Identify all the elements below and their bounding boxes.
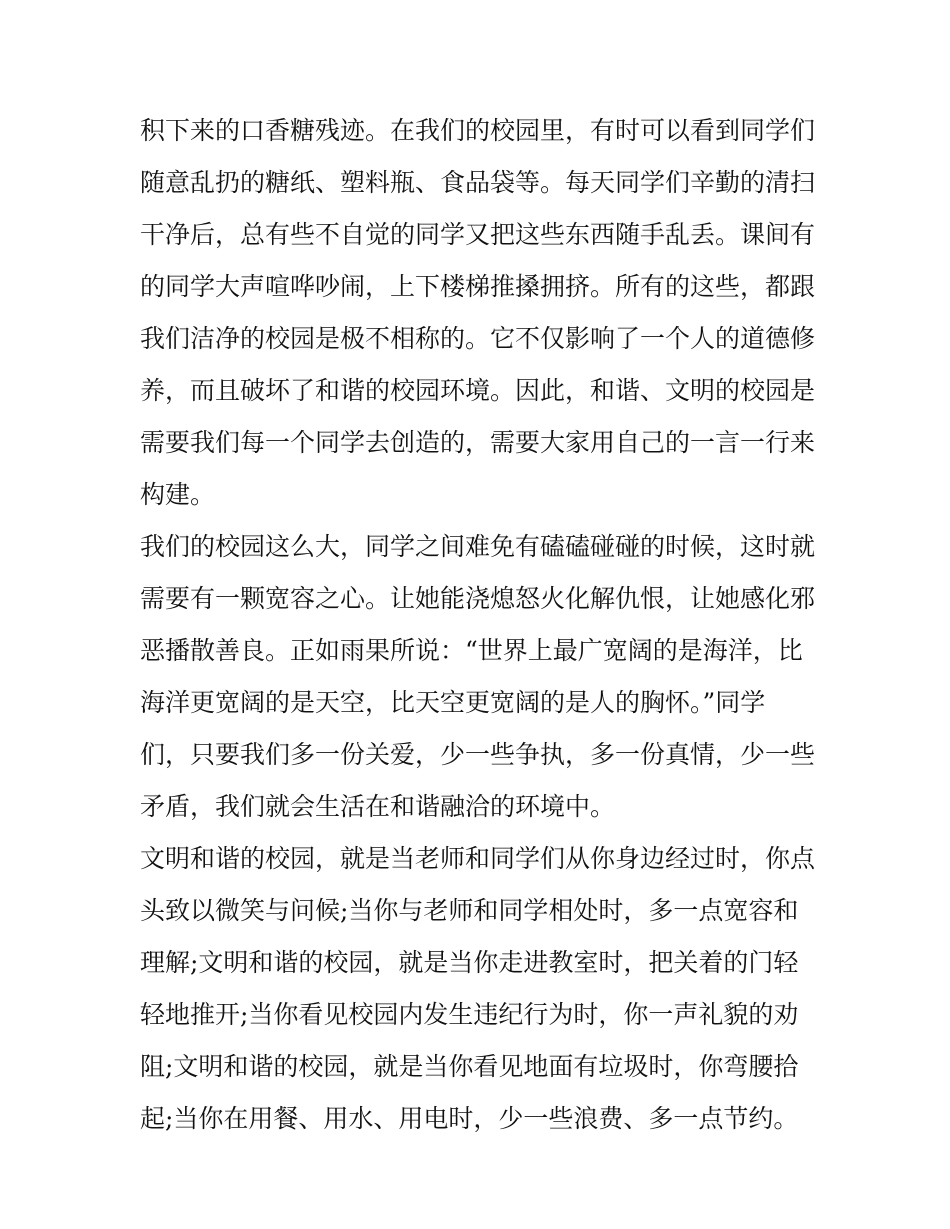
- text-line-9: 我们的校园这么大，同学之间难免有磕磕碰碰的时候，这时就: [140, 532, 816, 561]
- text-line-5: 我们洁净的校园是极不相称的。它不仅影响了一个人的道德修: [140, 324, 816, 353]
- text-line-13: 们，只要我们多一份关爱，少一些争执，多一份真情，少一些: [140, 740, 816, 769]
- text-line-19: 阻;文明和谐的校园，就是当你看见地面有垃圾时，你弯腰拾: [140, 1052, 799, 1081]
- text-line-20: 起;当你在用餐、用水、用电时，少一些浪费、多一点节约。: [140, 1104, 799, 1133]
- text-line-15: 文明和谐的校园，就是当老师和同学们从你身边经过时，你点: [140, 844, 816, 873]
- text-line-1: 积下来的口香糖残迹。在我们的校园里，有时可以看到同学们: [140, 116, 816, 145]
- text-line-14: 矛盾，我们就会生活在和谐融洽的环境中。: [140, 792, 616, 821]
- text-line-2: 随意乱扔的糖纸、塑料瓶、食品袋等。每天同学们辛勤的清扫: [140, 168, 816, 197]
- text-line-18: 轻地推开;当你看见校园内发生违纪行为时，你一声礼貌的劝: [140, 1000, 799, 1029]
- text-line-16: 头致以微笑与问候;当你与老师和同学相处时，多一点宽容和: [140, 896, 799, 925]
- text-line-4: 的同学大声喧哗吵闹，上下楼梯推搡拥挤。所有的这些，都跟: [140, 272, 816, 301]
- text-line-11: 恶播散善良。正如雨果所说：“世界上最广宽阔的是海洋，比: [140, 636, 803, 665]
- text-line-3: 干净后，总有些不自觉的同学又把这些东西随手乱丢。课间有: [140, 220, 816, 249]
- text-line-10: 需要有一颗宽容之心。让她能浇熄怒火化解仇恨，让她感化邪: [140, 584, 816, 613]
- text-line-6: 养，而且破坏了和谐的校园环境。因此，和谐、文明的校园是: [140, 376, 816, 405]
- text-line-8: 构建。: [140, 480, 216, 509]
- document-body: [140, 105, 820, 1145]
- text-line-12: 海洋更宽阔的是天空，比天空更宽阔的是人的胸怀。”同学: [140, 688, 766, 717]
- text-line-17: 理解;文明和谐的校园，就是当你走进教室时，把关着的门轻: [140, 948, 799, 977]
- text-line-7: 需要我们每一个同学去创造的，需要大家用自己的一言一行来: [140, 428, 816, 457]
